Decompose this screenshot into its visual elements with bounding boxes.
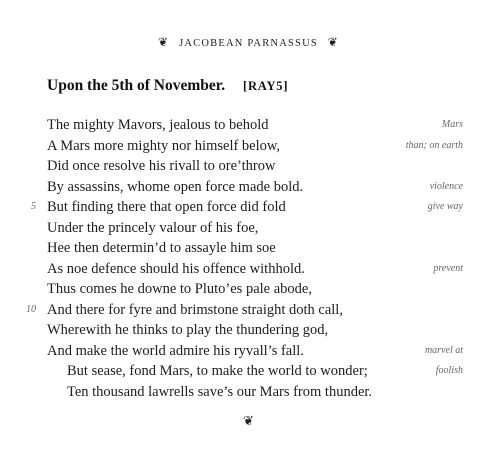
marginal-gloss: violence xyxy=(429,180,463,192)
poem-line xyxy=(0,382,497,403)
poem-line xyxy=(0,320,497,341)
line-text: The mighty Mavors, jealous to behold xyxy=(47,117,269,133)
marginal-gloss: give way xyxy=(427,201,463,212)
poem-line xyxy=(0,279,497,300)
poem-title xyxy=(47,77,288,95)
line-text: But finding there that open force did fold xyxy=(47,199,286,215)
line-text: Ten thousand lawrells save’s our Mars from thunder. xyxy=(67,383,373,400)
poem-line xyxy=(0,238,497,259)
line-text: And make the world admire his ryvall’s fall. xyxy=(47,342,304,359)
line-text: A Mars more mighty nor himself below, xyxy=(47,137,281,154)
footer-fleuron-icon: ❦ xyxy=(243,413,254,428)
line-text: Hee then determin’d to assayle him soe xyxy=(47,240,276,256)
marginal-gloss: Mars xyxy=(441,119,463,130)
marginal-gloss: prevent xyxy=(433,262,463,274)
poem-line xyxy=(0,156,497,177)
poem-line xyxy=(0,341,497,362)
poem-siglum: [RAY5] xyxy=(242,79,289,93)
line-text: Did once resolve his rivall to ore’throw xyxy=(47,158,276,174)
running-head xyxy=(0,35,497,50)
line-text: By assassins, whome open force made bold. xyxy=(47,178,304,195)
poem-line xyxy=(0,136,497,157)
poem-line xyxy=(0,300,497,321)
marginal-gloss: marvel at xyxy=(424,344,463,356)
line-text: But sease, fond Mars, to make the world to wonder; xyxy=(67,363,368,379)
poem-line xyxy=(0,115,497,136)
poem-line xyxy=(0,361,497,382)
poem-line xyxy=(0,259,497,280)
line-number: 5 xyxy=(31,201,36,212)
poem-line xyxy=(0,218,497,239)
marginal-gloss: than; on earth xyxy=(405,139,463,151)
line-text: As noe defence should his offence withhold. xyxy=(47,260,305,277)
fleuron-left-icon: ❦ xyxy=(158,35,170,49)
poem-line xyxy=(0,197,497,218)
line-text: Thus comes he downe to Pluto’es pale abode, xyxy=(47,281,312,297)
line-number: 10 xyxy=(26,303,36,315)
poem-body xyxy=(0,115,497,402)
running-title: JACOBEAN PARNASSUS xyxy=(179,38,318,49)
line-text: Under the princely valour of his foe, xyxy=(47,219,259,236)
line-text: Wherewith he thinks to play the thundering god, xyxy=(47,322,329,338)
poem-line xyxy=(0,177,497,198)
fleuron-right-icon: ❦ xyxy=(327,35,339,49)
line-text: And there for fyre and brimstone straight doth call, xyxy=(47,301,343,318)
poem-title-text: Upon the 5th of November. xyxy=(47,77,226,94)
marginal-gloss: foolish xyxy=(435,365,463,376)
